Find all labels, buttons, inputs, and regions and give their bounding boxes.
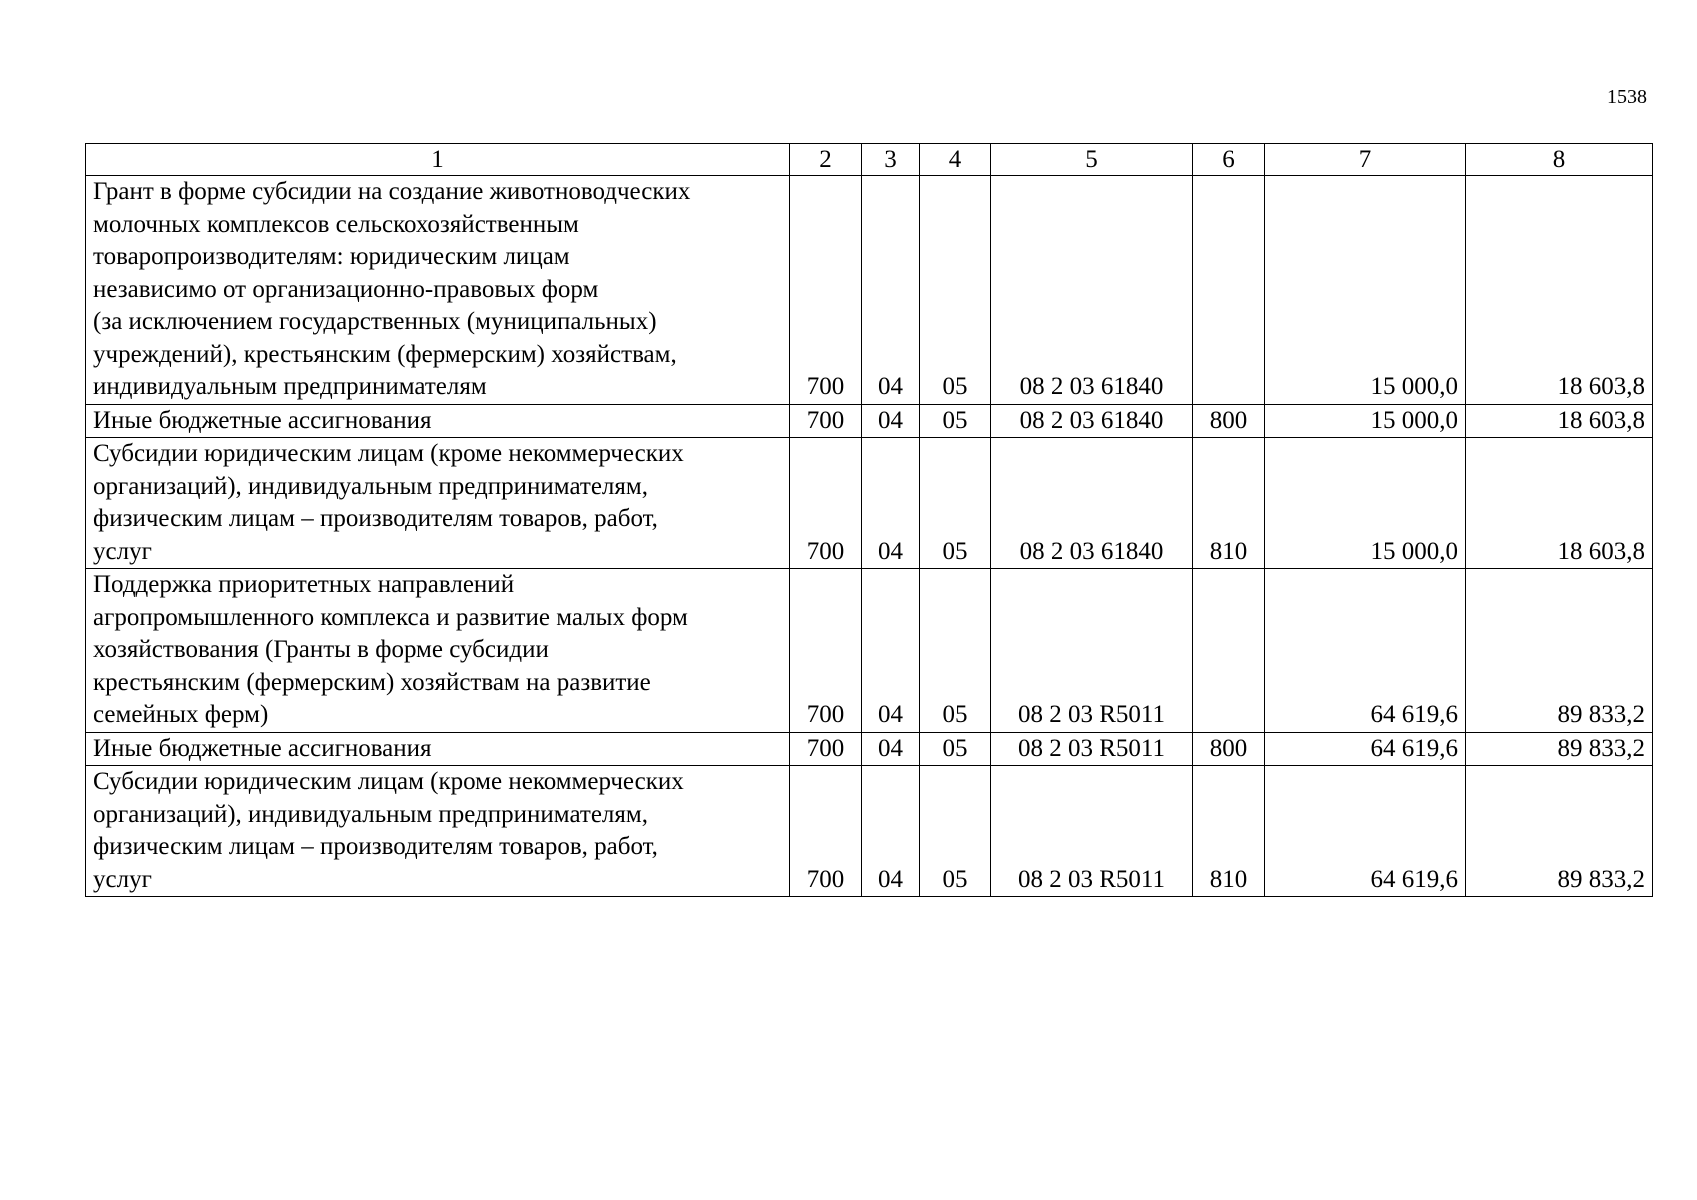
description-line: услуг bbox=[93, 537, 152, 565]
amount-col8: 89 833,2 bbox=[1466, 569, 1653, 733]
row-description bbox=[86, 438, 790, 569]
column-header: 8 bbox=[1466, 144, 1653, 176]
subsection-code: 05 bbox=[920, 438, 991, 569]
description-line: Грант в форме субсидии на создание животноводческих bbox=[93, 178, 691, 205]
column-header: 1 bbox=[86, 144, 790, 176]
subsection-code: 05 bbox=[920, 176, 991, 405]
section-code: 04 bbox=[862, 438, 920, 569]
description-line: физическим лицам – производителям товаров, работ, bbox=[93, 833, 658, 860]
description-line: физическим лицам – производителям товаров, работ, bbox=[93, 505, 658, 532]
ministry-code: 700 bbox=[790, 569, 862, 733]
amount-col7: 64 619,6 bbox=[1265, 766, 1466, 897]
column-header: 2 bbox=[790, 144, 862, 176]
amount-col7: 64 619,6 bbox=[1265, 732, 1466, 766]
expense-type-code: 800 bbox=[1193, 404, 1265, 438]
expense-type-code: 810 bbox=[1193, 766, 1265, 897]
amount-col8: 18 603,8 bbox=[1466, 438, 1653, 569]
table-row bbox=[86, 569, 1653, 733]
description-line: Субсидии юридическим лицам (кроме некоммерческих bbox=[93, 440, 684, 467]
column-header: 3 bbox=[862, 144, 920, 176]
ministry-code: 700 bbox=[790, 732, 862, 766]
column-header: 7 bbox=[1265, 144, 1466, 176]
table-row bbox=[86, 404, 1653, 438]
description-line: услуг bbox=[93, 865, 152, 893]
amount-col7: 15 000,0 bbox=[1265, 438, 1466, 569]
subsection-code: 05 bbox=[920, 732, 991, 766]
row-description bbox=[86, 732, 790, 766]
section-code: 04 bbox=[862, 569, 920, 733]
amount-col8: 18 603,8 bbox=[1466, 404, 1653, 438]
expense-type-code bbox=[1193, 176, 1265, 405]
amount-col7: 15 000,0 bbox=[1265, 176, 1466, 405]
description-line: организаций), индивидуальным предпринимателям, bbox=[93, 472, 648, 500]
row-description bbox=[86, 176, 790, 405]
description-line: (за исключением государственных (муниципальных) bbox=[93, 308, 657, 335]
description-line: Иные бюджетные ассигнования bbox=[93, 406, 432, 434]
amount-col8: 89 833,2 bbox=[1466, 732, 1653, 766]
amount-col7: 15 000,0 bbox=[1265, 404, 1466, 438]
table-row bbox=[86, 766, 1653, 897]
amount-col8: 18 603,8 bbox=[1466, 176, 1653, 405]
ministry-code: 700 bbox=[790, 176, 862, 405]
description-line: Субсидии юридическим лицам (кроме некоммерческих bbox=[93, 768, 684, 795]
target-article-code: 08 2 03 61840 bbox=[991, 404, 1193, 438]
expense-type-code: 810 bbox=[1193, 438, 1265, 569]
section-code: 04 bbox=[862, 766, 920, 897]
target-article-code: 08 2 03 R5011 bbox=[991, 732, 1193, 766]
budget-table bbox=[85, 143, 1653, 897]
ministry-code: 700 bbox=[790, 438, 862, 569]
description-line: семейных ферм) bbox=[93, 701, 269, 728]
target-article-code: 08 2 03 R5011 bbox=[991, 766, 1193, 897]
section-code: 04 bbox=[862, 404, 920, 438]
target-article-code: 08 2 03 61840 bbox=[991, 438, 1193, 569]
description-line: индивидуальным предпринимателям bbox=[93, 373, 487, 400]
description-line: крестьянским (фермерским) хозяйствам на развитие bbox=[93, 668, 651, 696]
target-article-code: 08 2 03 61840 bbox=[991, 176, 1193, 405]
description-line: Иные бюджетные ассигнования bbox=[93, 734, 432, 762]
ministry-code: 700 bbox=[790, 766, 862, 897]
header-row bbox=[86, 144, 1653, 176]
expense-type-code bbox=[1193, 569, 1265, 733]
row-description bbox=[86, 569, 790, 733]
section-code: 04 bbox=[862, 176, 920, 405]
row-description bbox=[86, 766, 790, 897]
amount-col8: 89 833,2 bbox=[1466, 766, 1653, 897]
column-header: 6 bbox=[1193, 144, 1265, 176]
description-line: агропромышленного комплекса и развитие малых форм bbox=[93, 603, 688, 631]
expense-type-code: 800 bbox=[1193, 732, 1265, 766]
description-line: Поддержка приоритетных направлений bbox=[93, 571, 515, 598]
table-row bbox=[86, 176, 1653, 405]
description-line: хозяйствования (Гранты в форме субсидии bbox=[93, 636, 549, 663]
subsection-code: 05 bbox=[920, 766, 991, 897]
column-header: 5 bbox=[991, 144, 1193, 176]
amount-col7: 64 619,6 bbox=[1265, 569, 1466, 733]
description-line: товаропроизводителям: юридическим лицам bbox=[93, 243, 570, 270]
section-code: 04 bbox=[862, 732, 920, 766]
table-row bbox=[86, 438, 1653, 569]
table-row bbox=[86, 732, 1653, 766]
description-line: учреждений), крестьянским (фермерским) хозяйствам, bbox=[93, 340, 677, 368]
subsection-code: 05 bbox=[920, 569, 991, 733]
column-header: 4 bbox=[920, 144, 991, 176]
description-line: молочных комплексов сельскохозяйственным bbox=[93, 210, 579, 238]
description-line: организаций), индивидуальным предпринимателям, bbox=[93, 800, 648, 828]
subsection-code: 05 bbox=[920, 404, 991, 438]
target-article-code: 08 2 03 R5011 bbox=[991, 569, 1193, 733]
page-number: 1538 bbox=[1607, 86, 1647, 108]
ministry-code: 700 bbox=[790, 404, 862, 438]
description-line: независимо от организационно-правовых форм bbox=[93, 275, 599, 303]
row-description bbox=[86, 404, 790, 438]
